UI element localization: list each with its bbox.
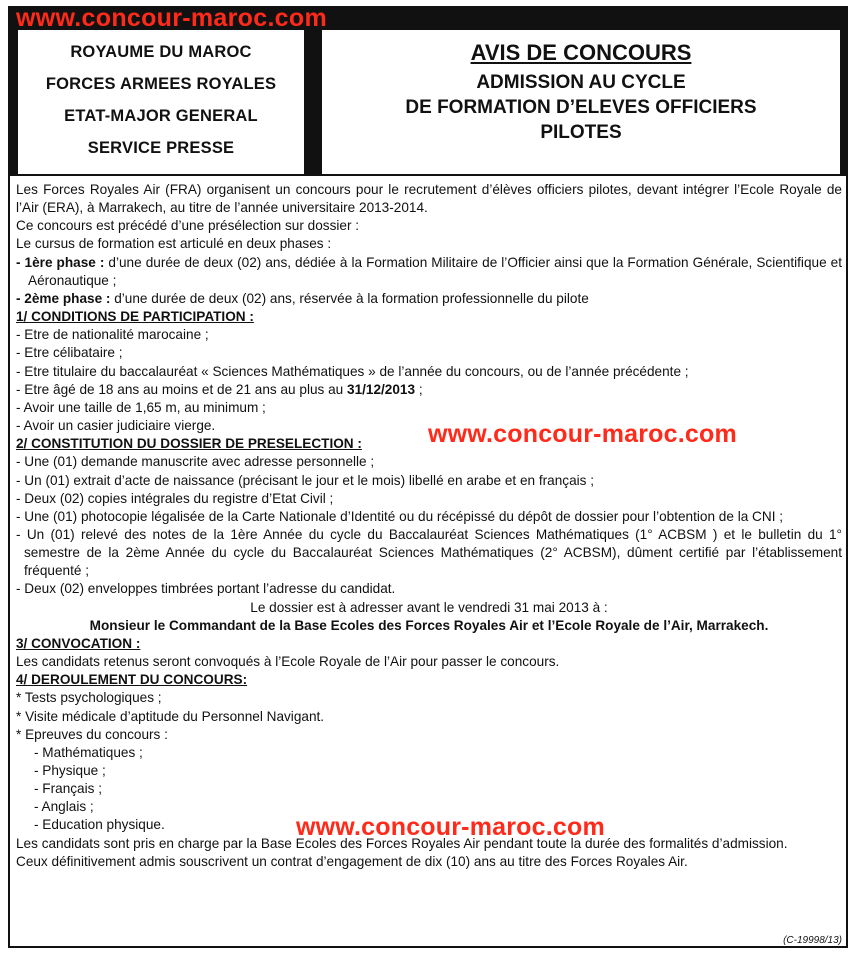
intro-line: Ce concours est précédé d’une présélection sur dossier :	[16, 218, 360, 234]
subject-item: - Français ;	[34, 781, 102, 797]
phase-2-label: - 2ème phase :	[16, 290, 111, 306]
convocation-text: Les candidats retenus seront convoqués à l’Ecole Royale de l’Air pour passer le concours.	[16, 654, 560, 670]
issuer-line: ETAT-MAJOR GENERAL	[64, 107, 258, 125]
list-item: - Etre titulaire du baccalauréat « Sciences Mathématiques » de l’année du concours, ou de l’année précédente ;	[16, 363, 689, 379]
list-item: * Tests psychologiques ;	[16, 690, 162, 706]
subject-item: - Mathématiques ;	[34, 744, 143, 760]
deadline-line: Le dossier est à adresser avant le vendredi 31 mai 2013 à :	[250, 599, 608, 615]
list-item: * Visite médicale d’aptitude du Personnel Navigant.	[16, 708, 325, 724]
address-line: Monsieur le Commandant de la Base Ecoles des Forces Royales Air et l’Ecole Royale de l’Air, Marrakech.	[89, 617, 769, 633]
issuer-line: FORCES ARMEES ROYALES	[45, 75, 277, 93]
list-item: - Avoir un casier judiciaire vierge.	[16, 418, 216, 434]
watermark-middle[interactable]: www.concour-maroc.com	[428, 420, 737, 448]
closing-paragraph: Les candidats sont pris en charge par la Base Ecoles des Forces Royales Air pendant toute la durée des formalités d’admission.	[16, 835, 788, 851]
list-item: - Deux (02) enveloppes timbrées portant l’adresse du candidat.	[16, 581, 396, 597]
list-item: - Un (01) relevé des notes de la 1ère Année du cycle du Baccalauréat Sciences Mathématiques (1° ACBSM ) et le bulletin du 1° semestre de la 2ème Année du cycle du Baccalauréat Sciences Mathématiques (2° ACBSM), dûment certifié par l’établissement fréquenté ;	[16, 526, 842, 579]
phase-2-text: d’une durée de deux (02) ans, réservée à la formation professionnelle du pilote	[110, 290, 589, 306]
age-end: ;	[415, 381, 423, 397]
closing-paragraph: Ceux définitivement admis souscrivent un contrat d’engagement de dix (10) ans au titre des Forces Royales Air.	[16, 853, 688, 869]
subject-item: - Physique ;	[34, 763, 106, 778]
list-item: - Avoir une taille de 1,65 m, au minimum ;	[16, 399, 266, 415]
page-title: AVIS DE CONCOURS	[470, 40, 692, 65]
reference-code: (C-19998/13)	[783, 935, 842, 946]
watermark-top[interactable]: www.concour-maroc.com	[16, 4, 327, 32]
issuer-box	[16, 28, 306, 176]
phase-1	[16, 254, 842, 290]
subtitle-line: PILOTES	[540, 122, 622, 143]
subtitle-line: ADMISSION AU CYCLE	[476, 72, 686, 93]
phase-1-text: d’une durée de deux (02) ans, dédiée à la Formation Militaire de l’Officier ainsi que la Formation Générale, Scientifique et Aéronautique ;	[28, 254, 842, 288]
list-item: - Deux (02) copies intégrales du registre d’Etat Civil ;	[16, 490, 334, 506]
intro-paragraph: Les Forces Royales Air (FRA) organisent un concours pour le recrutement d’élèves officiers pilotes, devant intégrer l’Ecole Royale de l’Air (ERA), à Marrakech, au titre de l’année universitaire 2013-2014.	[16, 182, 842, 216]
issuer-line: SERVICE PRESSE	[87, 139, 235, 157]
section-4-title: 4/ DEROULEMENT DU CONCOURS:	[16, 672, 248, 688]
section-3-title: 3/ CONVOCATION :	[16, 635, 141, 651]
phase-2	[16, 290, 842, 308]
subtitle-line: DE FORMATION D’ELEVES OFFICIERS	[405, 97, 757, 118]
list-item: * Epreuves du concours :	[16, 726, 168, 742]
list-item	[16, 381, 842, 399]
section-2-title: 2/ CONSTITUTION DU DOSSIER DE PRESELECTION :	[16, 436, 362, 452]
phase-1-label: - 1ère phase :	[16, 254, 105, 270]
list-item: - Etre de nationalité marocaine ;	[16, 327, 209, 343]
list-item: - Un (01) extrait d’acte de naissance (précisant le jour et le mois) libellé en arabe et en français ;	[16, 472, 595, 488]
issuer-line: ROYAUME DU MAROC	[70, 43, 252, 61]
age-text: - Etre âgé de 18 ans au moins et de 21 ans au plus au	[16, 381, 348, 397]
age-date: 31/12/2013	[347, 381, 416, 397]
list-item: - Une (01) photocopie légalisée de la Carte Nationale d’Identité ou du récépissé du dépôt de dossier pour l’obtention de la CNI ;	[16, 508, 784, 524]
title-box	[320, 28, 842, 176]
subject-item: - Education physique.	[34, 817, 165, 833]
notice-body	[16, 181, 842, 871]
list-item: - Une (01) demande manuscrite avec adresse personnelle ;	[16, 454, 375, 470]
section-1-title: 1/ CONDITIONS DE PARTICIPATION :	[16, 309, 254, 325]
header-banner	[10, 8, 848, 176]
intro-line: Le cursus de formation est articulé en deux phases :	[16, 236, 332, 252]
subject-item: - Anglais ;	[34, 799, 94, 815]
list-item: - Etre célibataire ;	[16, 345, 123, 361]
watermark-bottom[interactable]: www.concour-maroc.com	[296, 813, 605, 841]
